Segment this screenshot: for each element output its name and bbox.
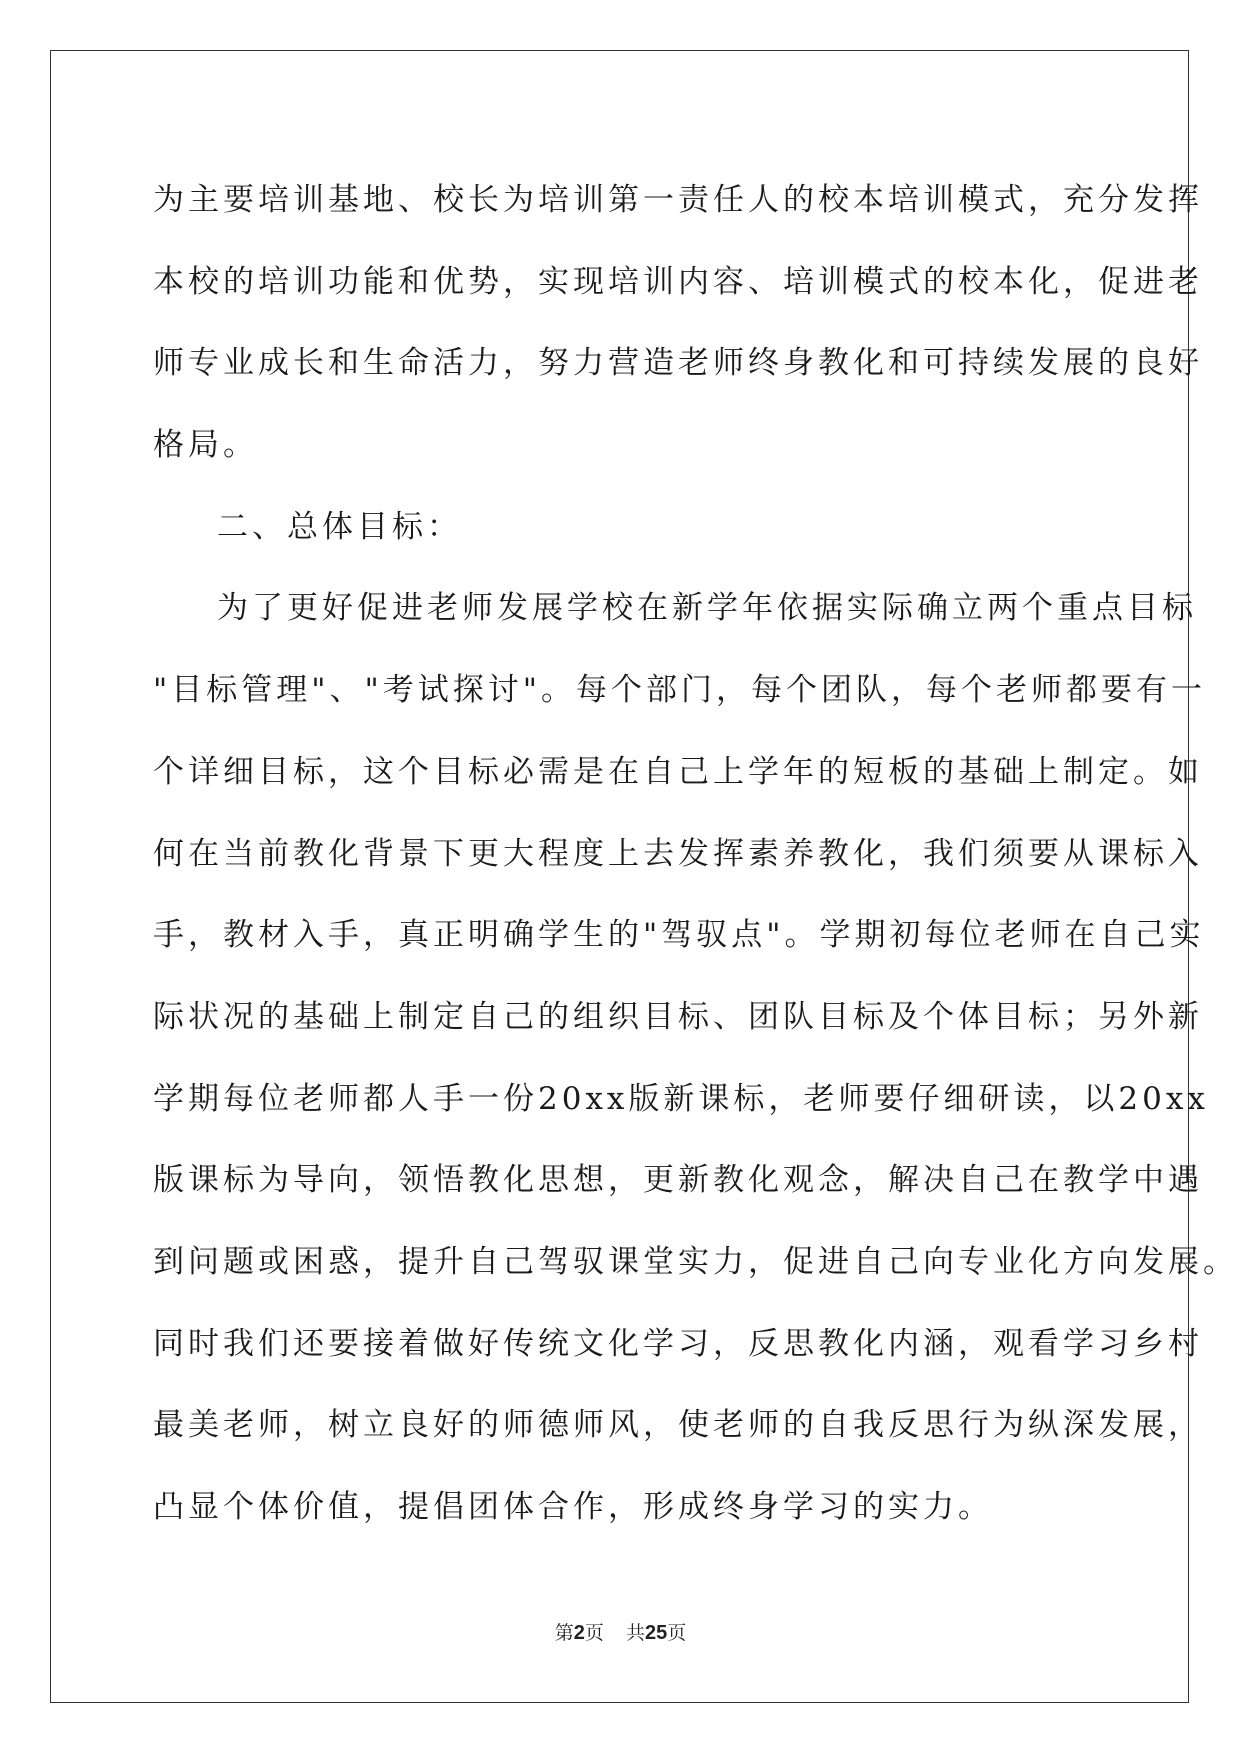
text-line: 到问题或困惑，提升自己驾驭课堂实力，促进自己向专业化方向发展。	[153, 1243, 1238, 1280]
text-line: 个详细目标，这个目标必需是在自己上学年的短板的基础上制定。如	[153, 753, 1203, 790]
text-line: 师专业成长和生命活力，努力营造老师终身教化和可持续发展的良好	[153, 345, 1203, 382]
total-pages-prefix: 共	[625, 1622, 645, 1644]
text-line: 格局。	[153, 427, 258, 464]
section-heading: 二、总体目标：	[217, 508, 462, 545]
text-line: 学期每位老师都人手一份20xx版新课标，老师要仔细研读，以20xx	[153, 1080, 1209, 1117]
total-page-count: 25	[644, 1622, 668, 1644]
page-number-suffix: 页	[584, 1622, 604, 1644]
text-line: 凸显个体价值，提倡团体合作，形成终身学习的实力。	[153, 1489, 993, 1525]
text-line: 同时我们还要接着做好传统文化学习，反思教化内涵，观看学习乡村	[153, 1325, 1203, 1362]
text-line: "目标管理"、"考试探讨"。每个部门，每个团队，每个老师都要有一	[153, 672, 1207, 709]
page-footer	[0, 1618, 1241, 1645]
text-line: 际状况的基础上制定自己的组织目标、团队目标及个体目标；另外新	[153, 998, 1203, 1035]
text-line: 手，教材入手，真正明确学生的"驾驭点"。学期初每位老师在自己实	[153, 917, 1205, 954]
text-line: 为主要培训基地、校长为培训第一责任人的校本培训模式，充分发挥	[153, 182, 1203, 218]
document-body	[153, 160, 1238, 1549]
text-line: 版课标为导向，领悟教化思想，更新教化观念，解决自己在教学中遇	[153, 1162, 1203, 1199]
current-page-number: 2	[573, 1622, 585, 1644]
text-line: 为了更好促进老师发展学校在新学年依据实际确立两个重点目标	[217, 590, 1197, 627]
text-line: 最美老师，树立良好的师德师风，使老师的自我反思行为纵深发展，	[153, 1407, 1203, 1444]
page-number-prefix: 第	[554, 1622, 574, 1644]
text-line: 何在当前教化背景下更大程度上去发挥素养教化，我们须要从课标入	[153, 835, 1203, 872]
text-line: 本校的培训功能和优势，实现培训内容、培训模式的校本化，促进老	[153, 263, 1203, 300]
total-pages-suffix: 页	[667, 1622, 687, 1644]
